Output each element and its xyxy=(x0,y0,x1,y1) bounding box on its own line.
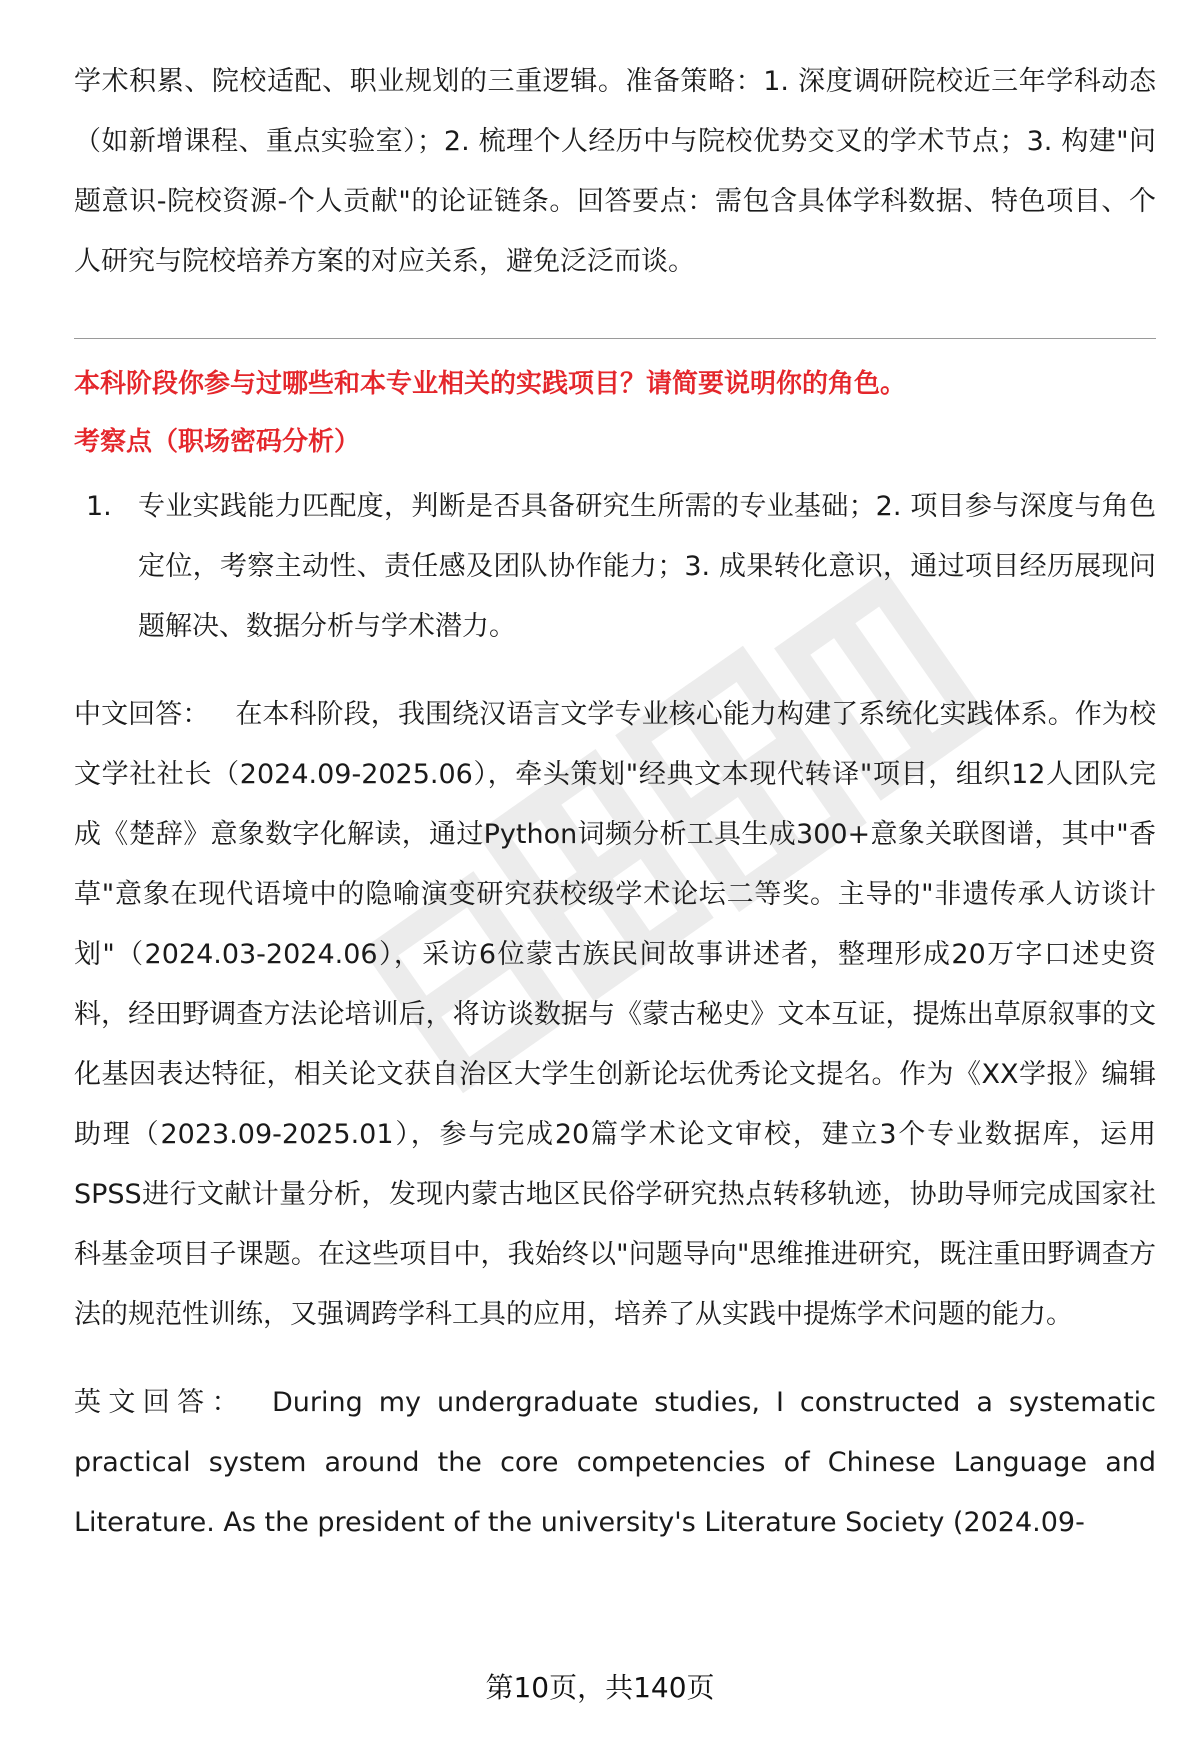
exam-points-text: 专业实践能力匹配度，判断是否具备研究生所需的专业基础；2. 项目参与深度与角色定位，考察主动性、责任感及团队协作能力；3. 成果转化意识，通过项目经历展现问题解决、数据分析与学术潜力。 xyxy=(138,491,1156,642)
page-content xyxy=(74,52,1156,1553)
list-number: 1. xyxy=(86,491,112,522)
english-answer-label: 英文回答： xyxy=(74,1387,246,1418)
chinese-answer-text: 在本科阶段，我围绕汉语言文学专业核心能力构建了系统化实践体系。作为校文学社社长（2024.09-2025.06），牵头策划"经典文本现代转译"项目，组织12人团队完成《楚辞》意象数字化解读，通过Python词频分析工具生成300+意象关联图谱，其中"香草"意象在现代语境中的隐喻演变研究获校级学术论坛二等奖。主导的"非遗传承人访谈计划"（2024.03-2024.06），采访6位蒙古族民间故事讲述者，整理形成20万字口述史资料，经田野调查方法论培训后，将访谈数据与《蒙古秘史》文本互证，提炼出草原叙事的文化基因表达特征，相关论文获自治区大学生创新论坛优秀论文提名。作为《XX学报》编辑助理（2023.09-2025.01），参与完成20篇学术论文审校，建立3个专业数据库，运用SPSS进行文献计量分析，发现内蒙古地区民俗学研究热点转移轨迹，协助导师完成国家社科基金项目子课题。在这些项目中，我始终以"问题导向"思维推进研究，既注重田野调查方法的规范性训练，又强调跨学科工具的应用，培养了从实践中提炼学术问题的能力。 xyxy=(74,699,1157,1330)
exam-points-list xyxy=(74,477,1156,657)
chinese-answer xyxy=(74,685,1156,1345)
english-answer xyxy=(74,1373,1156,1553)
chinese-answer-label: 中文回答： xyxy=(74,699,210,730)
section-divider xyxy=(74,338,1156,339)
interview-question: 本科阶段你参与过哪些和本专业相关的实践项目？请简要说明你的角色。 xyxy=(74,369,907,399)
exam-points-heading: 考察点（职场密码分析） xyxy=(74,427,361,457)
page-number-footer: 第10页，共140页 xyxy=(485,1671,715,1704)
english-answer-text: During my undergraduate studies, I constructed a systematic practical system around the core competencies of Chinese Language and Literature. As the president of the university's Literature Society (2024.09- xyxy=(74,1387,1157,1538)
intro-paragraph: 学术积累、院校适配、职业规划的三重逻辑。准备策略：1. 深度调研院校近三年学科动态（如新增课程、重点实验室）；2. 梳理个人经历中与院校优势交叉的学术节点；3. 构建"问题意识-院校资源-个人贡献"的论证链条。回答要点：需包含具体学科数据、特色项目、个人研究与院校培养方案的对应关系，避免泛泛而谈。 xyxy=(74,66,1156,277)
